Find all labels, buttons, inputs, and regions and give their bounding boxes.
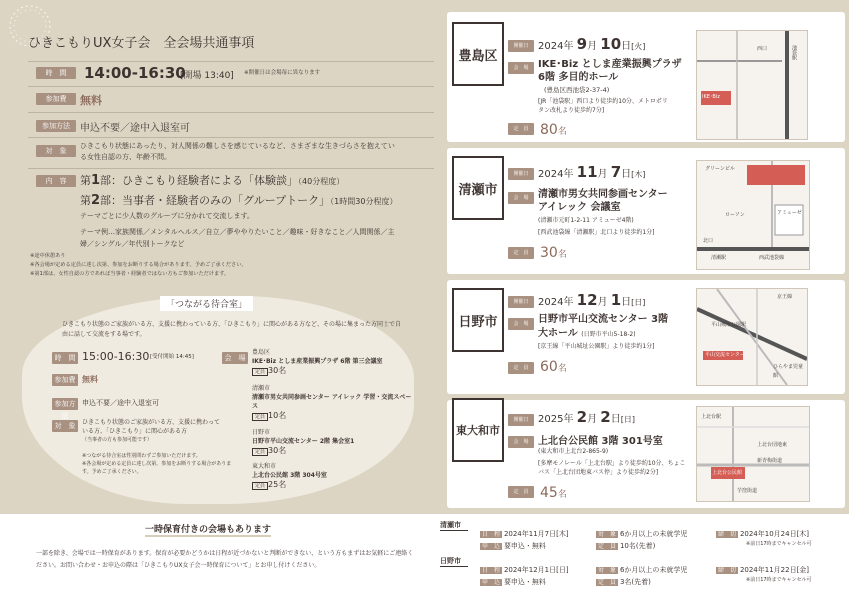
event-venue-tag: 会 場 [508, 62, 534, 74]
divider [28, 137, 434, 138]
map-label: 上北台駅 [701, 414, 722, 420]
map-label: 芋窪街道 [737, 488, 758, 494]
event-date: 2024年 9月 10日[火] [538, 35, 646, 53]
method-value: 申込不要／途中入退室可 [80, 123, 190, 134]
map-label: 北口 [703, 238, 714, 244]
map-label: 平山城址公園駅 [711, 322, 747, 328]
waiting-target-tag: 対 象 [52, 420, 78, 432]
map-kiyose [696, 160, 810, 270]
event-cap-tag: 定 員 [508, 486, 534, 498]
waiting-venue-4: 東大和市 上北台公民館 3階 304号室 定員 25名 [252, 463, 327, 489]
event-cap: 60名 [540, 359, 567, 375]
event-cap: 45名 [540, 485, 567, 501]
childcare-title: 一時保育付きの会場もあります [145, 522, 271, 537]
map-label: ローソン [725, 212, 745, 218]
divider [28, 61, 434, 62]
map-label: 清瀬駅 [711, 255, 727, 261]
map-label: IKE･Biz [702, 94, 720, 100]
event-cap-tag: 定 員 [508, 123, 534, 135]
event-date-tag: 開催日 [508, 168, 534, 180]
event-date-tag: 開催日 [508, 296, 534, 308]
map-label: 新青梅街道 [757, 458, 783, 464]
event-cap-tag: 定 員 [508, 362, 534, 374]
event-cap: 30名 [540, 245, 567, 261]
time-value: 14:00-16:30 [84, 64, 186, 82]
map-hino [696, 288, 808, 386]
map-label: 池袋駅 [791, 45, 797, 60]
map-label: ひらやま児童館 [773, 364, 804, 379]
waiting-time-tag: 時 間 [52, 352, 78, 364]
map-toshima [696, 30, 808, 140]
waiting-venue-3: 日野市 日野市平山交流センター 2階 集会室1 定員 30名 [252, 429, 355, 455]
event-access: [JR「池袋駅」西口より徒歩約10分、メトロポリタン改札より徒歩約7分] [538, 98, 668, 114]
method-tag: 参加方法 [36, 120, 76, 132]
event-venue: 清瀬市男女共同参画センター アイレック 会議室 [538, 189, 668, 213]
event-date-tag: 開催日 [508, 40, 534, 52]
event-date: 2024年 11月 7日[木] [538, 163, 646, 181]
event-area-kiyose: 清瀬市 [452, 156, 504, 220]
event-venue-tag: 会 場 [508, 192, 534, 204]
map-label: 平山交流センター [705, 352, 745, 358]
part2-sub: テーマごとに少人数のグループに分かれて交流します。 [80, 212, 254, 220]
map-higashiyamato [696, 406, 810, 502]
map-label: 西口 [757, 46, 768, 52]
waiting-intro: ひきこもり状態のご家族がいる方、支援に携わっている方、「ひきこもり」に関心がある方など、その場に集まった方同士で自由に話して交流をする場です。 [62, 321, 401, 338]
map-label: グリーンビル [705, 166, 735, 172]
event-access: [多摩モノレール「上北台駅」より徒歩約10分、ちょこバス「上北台団地東バス停」より徒歩約2分] [538, 460, 686, 476]
waiting-venue-2: 清瀬市 清瀬市男女共同参画センター アイレック 学習・交流スペース 定員 10名 [252, 385, 412, 420]
event-area-higashiyamato: 東大和市 [452, 398, 504, 462]
waiting-room-title: 「つながる待合室」 [160, 296, 253, 311]
waiting-fee-tag: 参加費 [52, 374, 78, 386]
event-venue-tag: 会 場 [508, 436, 534, 448]
target-tag: 対 象 [36, 145, 76, 157]
event-venue-tag: 会 場 [508, 318, 534, 330]
event-date-tag: 開催日 [508, 414, 534, 426]
target-value: ひきこもり状態にあったり、対人関係の難しさを感じているなど、さまざまな生きづらさを抱えている女性自認の方、年齢不問。 [80, 142, 395, 161]
childcare-text: 一部を除き、会場では一時保育があります。保育が必要かどうかは日程が近づかないと判断ができない、という方もまずはお気軽にご連絡ください。お問い合わせ・お申込の際は「ひきこもりUX女子会一時保育について」とお申し付けください。 [36, 550, 414, 569]
divider [28, 86, 434, 87]
event-date: 2025年 2月 2日[日] [538, 408, 635, 426]
event-access: [京王線「平山城址公園駅」より徒歩約1分] [538, 343, 655, 350]
waiting-method-value: 申込不要／途中入退室可 [82, 399, 159, 407]
event-area-toshima: 豊島区 [452, 22, 504, 86]
map-label: 京王線 [777, 294, 793, 300]
childcare-row-kiyose: 清瀬市 日 程 2024年11月7日[木] 申 込 要申込・無料 対 象 6か月以上の未就学児 定 員 10名(先着) 締 切 2024年10月24日[木] ※前日17時までキャンセル可 [440, 521, 812, 550]
time-note2: ※開催日は会場毎に異なります [244, 70, 321, 76]
event-address: (豊島区西池袋2-37-4) [544, 86, 610, 94]
event-date: 2024年 12月 1日[日] [538, 291, 646, 309]
event-venue: 日野市平山交流センター 3階 大ホール (日野市平山5-18-2) [538, 314, 669, 339]
time-tag: 時 間 [36, 67, 76, 79]
event-access: [西武池袋線「清瀬駅」北口より徒歩約1分] [538, 229, 655, 236]
fee-value: 無料 [80, 94, 102, 107]
event-cap: 80名 [540, 122, 567, 138]
content-tag: 内 容 [36, 175, 76, 187]
event-cap-tag: 定 員 [508, 247, 534, 259]
divider [28, 168, 434, 169]
waiting-venue-1: 豊島区 IKE･Biz としま産業振興プラザ 6階 第三会議室 定員 30名 [252, 349, 383, 375]
common-notes: ※途中休憩あり ※各会場が定める定員に達し次第、参加をお断りする場合があります。予めご了承ください。 ※第1部は、女性自認の方であれば当事者・経験者ではない方もご参加いただけます。 [30, 253, 247, 277]
page-title: ひきこもりUX女子会 全会場共通事項 [28, 36, 255, 51]
wreath-decoration [0, 0, 70, 60]
waiting-venue-tag: 会 場 [222, 352, 248, 364]
event-venue: 上北台公民館 3階 301号室 [538, 436, 663, 447]
map-label: アミューゼ [777, 210, 802, 216]
event-venue: IKE･Biz としま産業振興プラザ 6階 多目的ホール [538, 59, 682, 83]
waiting-notes: ※つながる待合室は性別問わずご参加いただけます。 ※各会場が定める定員に達し次第、参加をお断りする場合があります。予めご了承ください。 [82, 453, 232, 475]
event-address: (東大和市上北台2-865-9) [538, 448, 609, 455]
waiting-time-value: 15:00-16:30 [82, 350, 150, 363]
time-note: [開場 13:40] [180, 71, 234, 81]
childcare-row-hino: 日野市 日 程 2024年12月1日[日] 申 込 要申込・無料 対 象 6か月以上の未就学児 定 員 3名(先着) 締 切 2024年11月22日[金] ※前日17時までキャンセル可 [440, 557, 812, 586]
waiting-target-value: ひきこもり状態のご家族がいる方、支援に携わっている方、「ひきこもり」に関心がある方 （当事者の方も参加可能です） [82, 419, 220, 443]
divider [28, 112, 434, 113]
waiting-method-tag: 参加方法 [52, 398, 78, 410]
map-label: 上北台団地東 [757, 442, 788, 448]
event-area-hino: 日野市 [452, 288, 504, 352]
themes: テーマ例…家族関係／メンタルヘルス／自立／夢ややりたいこと／趣味・好きなこと／人間関係／主婦／シングル／年代別トークなど [80, 228, 395, 248]
waiting-fee-value: 無料 [82, 375, 98, 384]
map-label: 上北台公民館 [712, 470, 743, 476]
map-label: 西武池袋線 [759, 255, 785, 261]
fee-tag: 参加費 [36, 93, 76, 105]
part2: 第2部：当事者・経験者のみの「グループトーク」（1時間30分程度） [80, 193, 398, 208]
event-address: (清瀬市元町1-2-11 アミューゼ4階) [538, 217, 634, 224]
waiting-time-note: [受付開始 14:45] [150, 354, 194, 360]
part1: 第1部：ひきこもり経験者による「体験談」（40分程度） [80, 173, 345, 188]
